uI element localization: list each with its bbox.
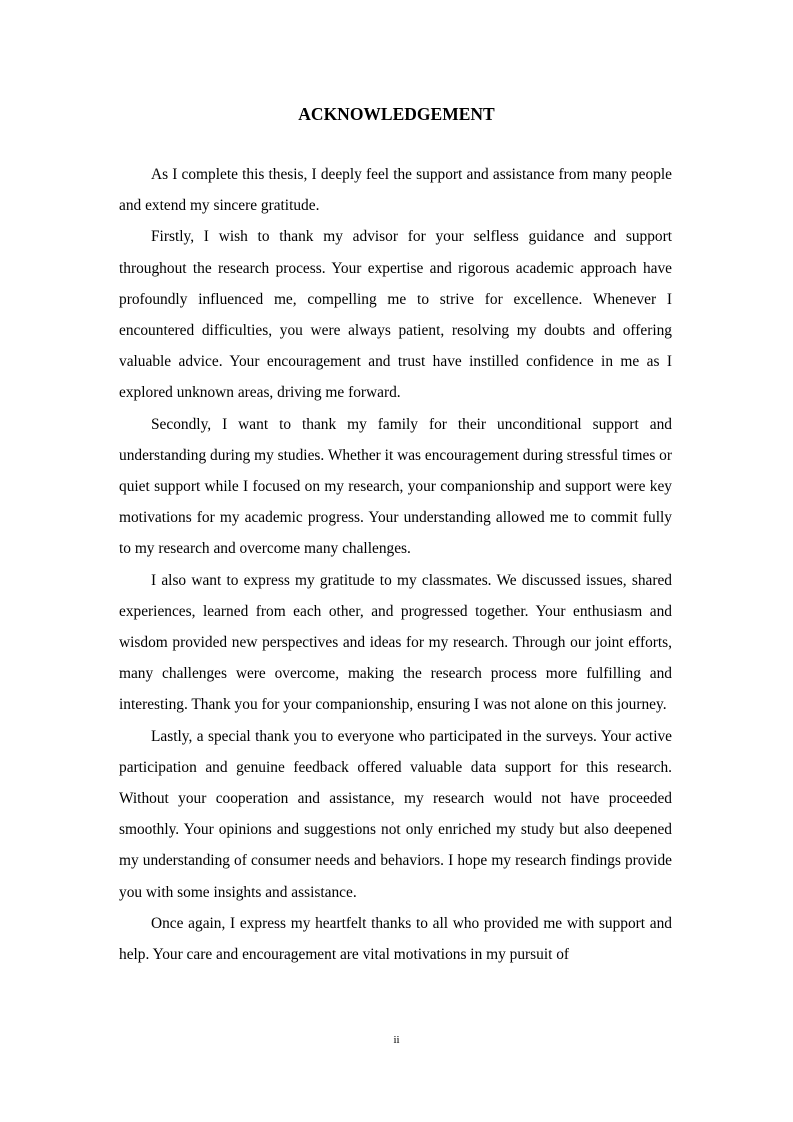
- paragraph-1: As I complete this thesis, I deeply feel the support and assistance from many people and extend my sincere gratitude.: [119, 166, 672, 215]
- page-number: ii: [393, 1034, 400, 1046]
- acknowledgement-body: [119, 159, 672, 970]
- paragraph-2: Firstly, I wish to thank my advisor for your selfless guidance and support throughout the research process. Your expertise and rigorous academic approach have profoundly influenced me, compelling me to strive for excellence. Whenever I encountered difficulties, you were always patient, resolving my doubts and offering valuable advice. Your encouragement and trust have instilled confidence in me as I explored unknown areas, driving me forward.: [119, 228, 672, 402]
- paragraph-5: Lastly, a special thank you to everyone who participated in the surveys. Your active participation and genuine feedback offered valuable data support for this research. Without your cooperation and assistance, my research would not have proceeded smoothly. Your opinions and suggestions not only enriched my study but also deepened my understanding of consumer needs and behaviors. I hope my research findings provide you with some insights and assistance.: [119, 727, 672, 901]
- paragraph-4: I also want to express my gratitude to my classmates. We discussed issues, shared experiences, learned from each other, and progressed together. Your enthusiasm and wisdom provided new perspectives and ideas for my research. Through our joint efforts, many challenges were overcome, making the research process more fulfilling and interesting. Thank you for your companionship, ensuring I was not alone on this journey.: [119, 571, 672, 714]
- paragraph-3: Secondly, I want to thank my family for their unconditional support and understanding during my studies. Whether it was encouragement during stressful times or quiet support while I focused on my research, your companionship and support were key motivations for my academic progress. Your understanding allowed me to commit fully to my research and overcome many challenges.: [119, 415, 672, 558]
- paragraph-6: Once again, I express my heartfelt thanks to all who provided me with support and help. Your care and encouragement are vital motivations in my pursuit of: [119, 914, 672, 964]
- page-title: ACKNOWLEDGEMENT: [298, 104, 495, 124]
